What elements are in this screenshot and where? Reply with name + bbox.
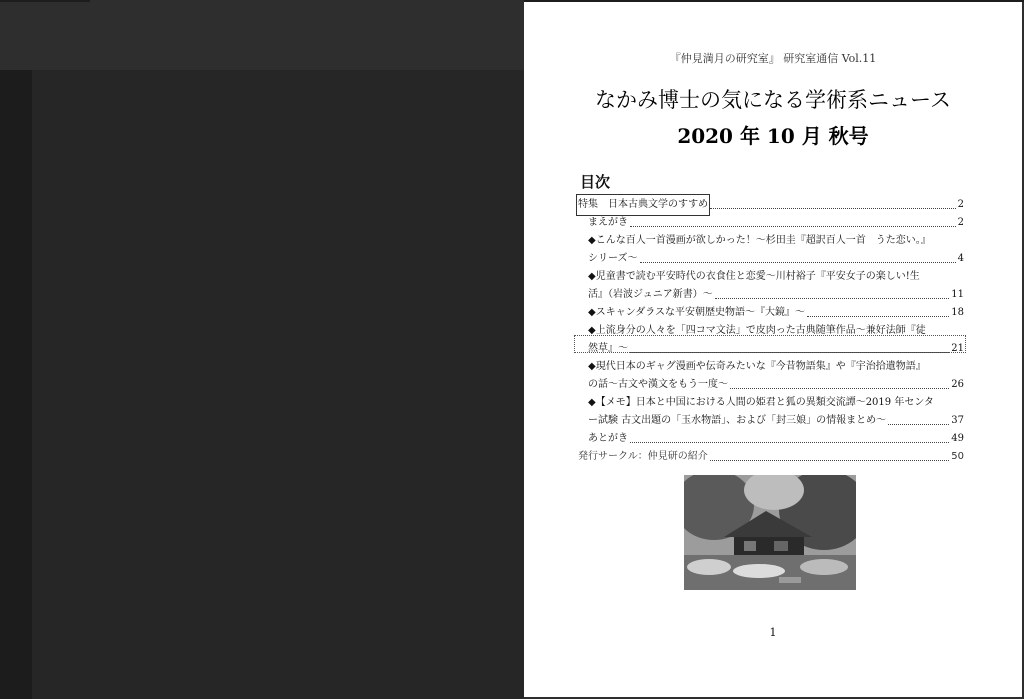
toc-entry-text: ◆スキャンダラスな平安朝歴史物語～『大鏡』～ [588, 307, 805, 318]
toc-leader [710, 448, 950, 461]
toc-heading: 目次 [580, 173, 611, 191]
toc-entry[interactable] [578, 268, 964, 286]
toc-leader [715, 286, 949, 299]
page-subtitle: 2020 年 10 月 秋号 [677, 124, 869, 148]
toc-entry[interactable] [578, 430, 964, 448]
toc-entry-continued[interactable] [578, 250, 964, 268]
toc-entry-text: 発行サークル：仲見研の紹介 [578, 451, 708, 462]
thatched-house-photo [684, 475, 856, 590]
document-workspace[interactable] [32, 70, 524, 699]
toc-entry-continued[interactable] [578, 412, 964, 430]
document-page[interactable] [524, 2, 1022, 697]
toc-leader [710, 196, 956, 209]
toc-entry-text[interactable]: 特集 日本古典文学のすすめ [578, 196, 708, 214]
toc-leader [630, 430, 949, 443]
toc-entry-continued[interactable] [578, 286, 964, 304]
toc-leader [807, 304, 949, 317]
toc-entry-text: ◆現代日本のギャグ漫画や伝奇みたいな『今昔物語集』や『宇治拾遺物語』 [588, 361, 926, 372]
page-number: 1 [769, 626, 777, 639]
toc-page-number: 2 [957, 217, 964, 228]
toc-entry-text: まえがき [588, 217, 628, 228]
toc-entry[interactable] [578, 322, 964, 340]
toc-entry[interactable] [578, 304, 964, 322]
left-sidebar [0, 70, 32, 699]
toc-page-number: 21 [951, 343, 964, 354]
toc-page-number: 11 [951, 289, 964, 300]
toc-entry-text: ◆こんな百人一首漫画が欲しかった！～杉田圭『超訳百人一首 うた恋い。』 [588, 235, 931, 246]
toc-entry[interactable] [578, 232, 964, 250]
toc-entry-continued[interactable] [578, 340, 964, 358]
table-of-contents [578, 196, 964, 466]
toc-leader [888, 412, 949, 425]
toc-entry-text: ◆【メモ】日本と中国における人間の姫君と狐の異類交流譚～2019 年センタ [588, 397, 934, 408]
toc-leader [730, 376, 949, 389]
toc-page-number: 50 [951, 451, 964, 462]
toc-entry-text: ◆児童書で読む平安時代の衣食住と恋愛～川村裕子『平安女子の楽しい!生 [588, 271, 920, 282]
toolbar-area [90, 0, 524, 70]
toc-entry-feature[interactable] [578, 196, 964, 214]
toc-page-number: 18 [951, 307, 964, 318]
toc-leader [630, 340, 949, 353]
page-title: なかみ博士の気になる学術系ニュース [595, 88, 951, 112]
toc-page-number: 2 [957, 199, 964, 210]
toc-entry-text: ◆上流身分の人々を「四コマ文法」で皮肉った古典随筆作品～兼好法師『徒 [588, 325, 926, 336]
toc-entry[interactable] [578, 214, 964, 232]
toc-leader [640, 250, 956, 263]
toc-page-number: 37 [951, 415, 964, 426]
photo-illustration [684, 475, 856, 590]
toc-leader [630, 214, 956, 227]
page-header: 『仲見満月の研究室』 研究室通信 Vol.11 [669, 52, 877, 65]
toc-entry-text: の話～古文や漢文をもう一度～ [588, 379, 728, 390]
toc-entry-text: あとがき [588, 433, 628, 444]
toc-entry-text: 然草』～ [588, 343, 628, 354]
toc-entry[interactable] [578, 358, 964, 376]
toc-entry-text: 活』（岩波ジュニア新書）～ [588, 289, 713, 300]
toc-page-number: 4 [957, 253, 964, 264]
toc-page-number: 49 [951, 433, 964, 444]
toc-entry-text: ー試験 古文出題の「玉水物語」、および「封三娘」の情報まとめ～ [588, 415, 887, 426]
toc-page-number: 26 [951, 379, 964, 390]
toc-entry-circle[interactable] [578, 448, 964, 466]
toc-entry[interactable] [578, 394, 964, 412]
toc-entry-text: シリーズ～ [588, 253, 638, 264]
toc-entry-continued[interactable] [578, 376, 964, 394]
